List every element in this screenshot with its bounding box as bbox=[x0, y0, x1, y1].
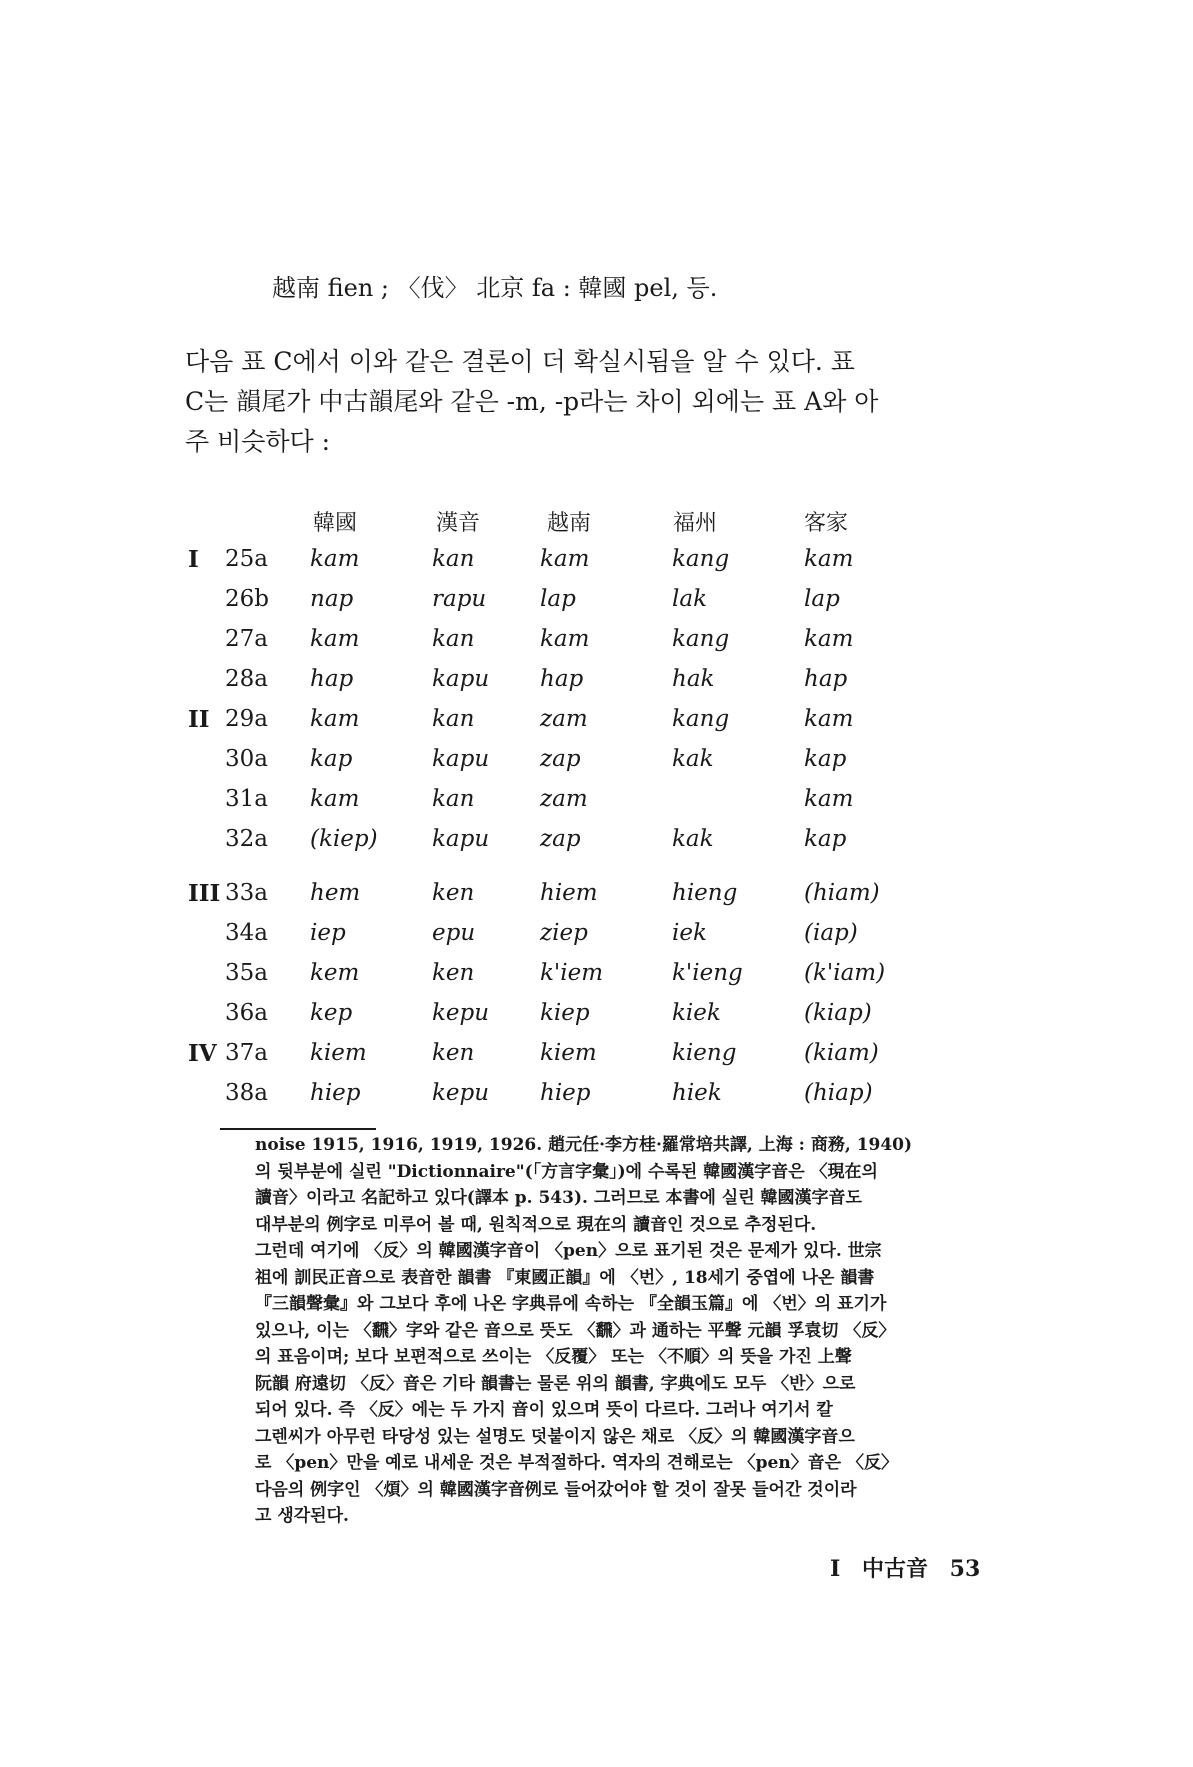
table-cell: iep bbox=[310, 920, 346, 946]
table-cell: kam bbox=[310, 786, 360, 812]
table-cell: kam bbox=[310, 546, 360, 572]
col-header-kanon: 漢音 bbox=[436, 511, 481, 536]
table-cell: kap bbox=[804, 746, 847, 772]
table-cell: kiem bbox=[540, 1040, 597, 1066]
paragraph-line: C는 韻尾가 中古韻尾와 같은 -m, -p라는 차이 외에는 표 A와 아 bbox=[185, 387, 879, 416]
table-cell: hap bbox=[540, 666, 584, 692]
table-cell: kepu bbox=[432, 1080, 490, 1106]
row-id: 32a bbox=[225, 826, 268, 852]
table-cell: zam bbox=[540, 706, 588, 732]
row-id: 37a bbox=[225, 1040, 268, 1066]
col-header-vietnamese: 越南 bbox=[547, 511, 592, 536]
row-id: 31a bbox=[225, 786, 268, 812]
row-id: 25a bbox=[225, 546, 268, 572]
table-cell: kang bbox=[672, 706, 730, 732]
row-group-label: IV bbox=[188, 1040, 217, 1067]
table-cell: (kiap) bbox=[804, 1000, 872, 1026]
body-paragraph bbox=[185, 342, 985, 462]
row-group-label: II bbox=[188, 706, 210, 733]
row-id: 35a bbox=[225, 960, 268, 986]
footnote-line: noise 1915, 1916, 1919, 1926. 趙元任·李方桂·羅常培共譯, 上海 : 商務, 1940) bbox=[255, 1135, 913, 1155]
col-header-fuzhou: 福州 bbox=[673, 511, 718, 536]
footnote-rule bbox=[220, 1128, 376, 1130]
table-cell: kam bbox=[804, 706, 854, 732]
table-cell: kiek bbox=[672, 1000, 721, 1026]
table-cell: hap bbox=[804, 666, 848, 692]
row-id: 26b bbox=[225, 586, 269, 612]
table-cell: (kiep) bbox=[310, 826, 378, 852]
table-cell: kapu bbox=[432, 666, 490, 692]
paragraph-line: 주 비슷하다 : bbox=[185, 427, 331, 456]
row-id: 28a bbox=[225, 666, 268, 692]
table-cell: ken bbox=[432, 1040, 475, 1066]
table-cell: hiep bbox=[540, 1080, 591, 1106]
table-cell: kep bbox=[310, 1000, 353, 1026]
table-cell: zap bbox=[540, 826, 581, 852]
footnote-line: 阮韻 府遠切 〈反〉音은 기타 韻書는 물론 위의 韻書, 字典에도 모두 〈반〉으로 bbox=[255, 1373, 856, 1394]
table-cell: iek bbox=[672, 920, 707, 946]
table-cell: hem bbox=[310, 880, 361, 906]
table-cell: kam bbox=[804, 626, 854, 652]
table-cell: ken bbox=[432, 960, 475, 986]
table-cell: kan bbox=[432, 626, 475, 652]
row-id: 29a bbox=[225, 706, 268, 732]
table-cell: k'iem bbox=[540, 960, 604, 986]
table-cell: hiep bbox=[310, 1080, 361, 1106]
footnote-line: 다음의 例字인 〈煩〉의 韓國漢字音例로 들어갔어야 할 것이 잘못 들어간 것이라 bbox=[255, 1479, 857, 1500]
table-cell: zam bbox=[540, 786, 588, 812]
row-id: 33a bbox=[225, 880, 268, 906]
row-id: 38a bbox=[225, 1080, 268, 1106]
footnote-line: 讀音〉이라고 名記하고 있다(譯本 p. 543). 그러므로 本書에 실린 韓國漢字音도 bbox=[255, 1188, 862, 1208]
table-cell: kapu bbox=[432, 826, 490, 852]
table-cell: kapu bbox=[432, 746, 490, 772]
table-cell: kap bbox=[310, 746, 353, 772]
row-id: 30a bbox=[225, 746, 268, 772]
table-cell: kepu bbox=[432, 1000, 490, 1026]
table-cell: kan bbox=[432, 786, 475, 812]
table-cell: kem bbox=[310, 960, 360, 986]
table-cell: kam bbox=[540, 626, 590, 652]
footer-section: I bbox=[830, 1556, 841, 1582]
table-cell: kiem bbox=[310, 1040, 367, 1066]
table-cell: kang bbox=[672, 546, 730, 572]
table-cell: zap bbox=[540, 746, 581, 772]
footnote-line: 그런데 여기에 〈反〉의 韓國漢字音이 〈pen〉으로 표기된 것은 문제가 있다. 世宗 bbox=[255, 1241, 882, 1261]
table-cell: kap bbox=[804, 826, 847, 852]
table-cell: kam bbox=[310, 706, 360, 732]
table-cell: lap bbox=[804, 586, 840, 612]
table-cell: hap bbox=[310, 666, 354, 692]
table-cell: lap bbox=[540, 586, 576, 612]
table-cell: kan bbox=[432, 706, 475, 732]
footnote-line: 대부분의 例字로 미루어 볼 때, 원칙적으로 現在의 讀音인 것으로 추정된다. bbox=[255, 1214, 817, 1235]
table-cell: hieng bbox=[672, 880, 738, 906]
table-cell: k'ieng bbox=[672, 960, 743, 986]
table-cell: kan bbox=[432, 546, 475, 572]
table-cell: kak bbox=[672, 746, 714, 772]
table-cell: (kiam) bbox=[804, 1040, 879, 1066]
row-id: 36a bbox=[225, 1000, 268, 1026]
table-cell: hak bbox=[672, 666, 715, 692]
footnote-line: 의 뒷부분에 실린 "Dictionnaire"(「方言字彙」)에 수록된 韓國漢字音은 〈現在의 bbox=[255, 1161, 878, 1182]
table-cell: kiep bbox=[540, 1000, 590, 1026]
footnote-line: 있으나, 이는 〈飜〉字와 같은 音으로 뜻도 〈飜〉과 通하는 平聲 元韻 孚袁切 〈反〉 bbox=[255, 1320, 896, 1341]
table-cell: ken bbox=[432, 880, 475, 906]
footnote bbox=[255, 1132, 995, 1530]
table-cell: (k'iam) bbox=[804, 960, 886, 986]
row-id: 34a bbox=[225, 920, 268, 946]
table-cell: ziep bbox=[540, 920, 588, 946]
footnote-line: 그렌씨가 아무런 타당성 있는 설명도 덧붙이지 않은 채로 〈反〉의 韓國漢字音으 bbox=[255, 1426, 855, 1447]
table-cell: epu bbox=[432, 920, 476, 946]
footnote-line: 고 생각된다. bbox=[255, 1506, 349, 1526]
table-cell: nap bbox=[310, 586, 354, 612]
page-footer bbox=[830, 1552, 994, 1583]
table-cell: lak bbox=[672, 586, 708, 612]
table-cell: kam bbox=[804, 786, 854, 812]
table-cell: kam bbox=[310, 626, 360, 652]
page-number: 53 bbox=[949, 1556, 981, 1582]
example-line: 越南 fien ; 〈伐〉 北京 fa : 韓國 pel, 등. bbox=[272, 274, 718, 302]
table-cell: kam bbox=[804, 546, 854, 572]
row-group-label: III bbox=[188, 880, 221, 907]
table-cell: hiem bbox=[540, 880, 598, 906]
table-cell: kang bbox=[672, 626, 730, 652]
table-cell: kam bbox=[540, 546, 590, 572]
table-cell: rapu bbox=[432, 586, 487, 612]
table-cell: (iap) bbox=[804, 920, 858, 946]
table-cell: kieng bbox=[672, 1040, 737, 1066]
table-cell: (hiap) bbox=[804, 1080, 873, 1106]
row-group-label: I bbox=[188, 546, 199, 573]
footnote-line: 로 〈pen〉만을 예로 내세운 것은 부적절하다. 역자의 견해로는 〈pen〉音은 〈反〉 bbox=[255, 1453, 899, 1473]
table-cell: hiek bbox=[672, 1080, 722, 1106]
row-id: 27a bbox=[225, 626, 268, 652]
col-header-hakka: 客家 bbox=[804, 511, 849, 536]
paragraph-line: 다음 표 C에서 이와 같은 결론이 더 확실시됨을 알 수 있다. 표 bbox=[185, 347, 855, 376]
table-cell: kak bbox=[672, 826, 714, 852]
footer-chapter: 中古音 bbox=[861, 1556, 928, 1582]
col-header-korean: 韓國 bbox=[313, 511, 358, 536]
footnote-line: 祖에 訓民正音으로 表音한 韻書 『東國正韻』에 〈번〉, 18세기 중엽에 나온 韻書 bbox=[255, 1267, 875, 1288]
table-cell: (hiam) bbox=[804, 880, 880, 906]
footnote-line: 『三韻聲彙』와 그보다 후에 나온 字典류에 속하는 『全韻玉篇』에 〈번〉의 표기가 bbox=[255, 1294, 887, 1314]
footnote-line: 되어 있다. 즉 〈反〉에는 두 가지 音이 있으며 뜻이 다르다. 그러나 여기서 칼 bbox=[255, 1400, 833, 1420]
footnote-line: 의 표음이며; 보다 보편적으로 쓰이는 〈反覆〉 또는 〈不順〉의 뜻을 가진 上聲 bbox=[255, 1347, 852, 1367]
